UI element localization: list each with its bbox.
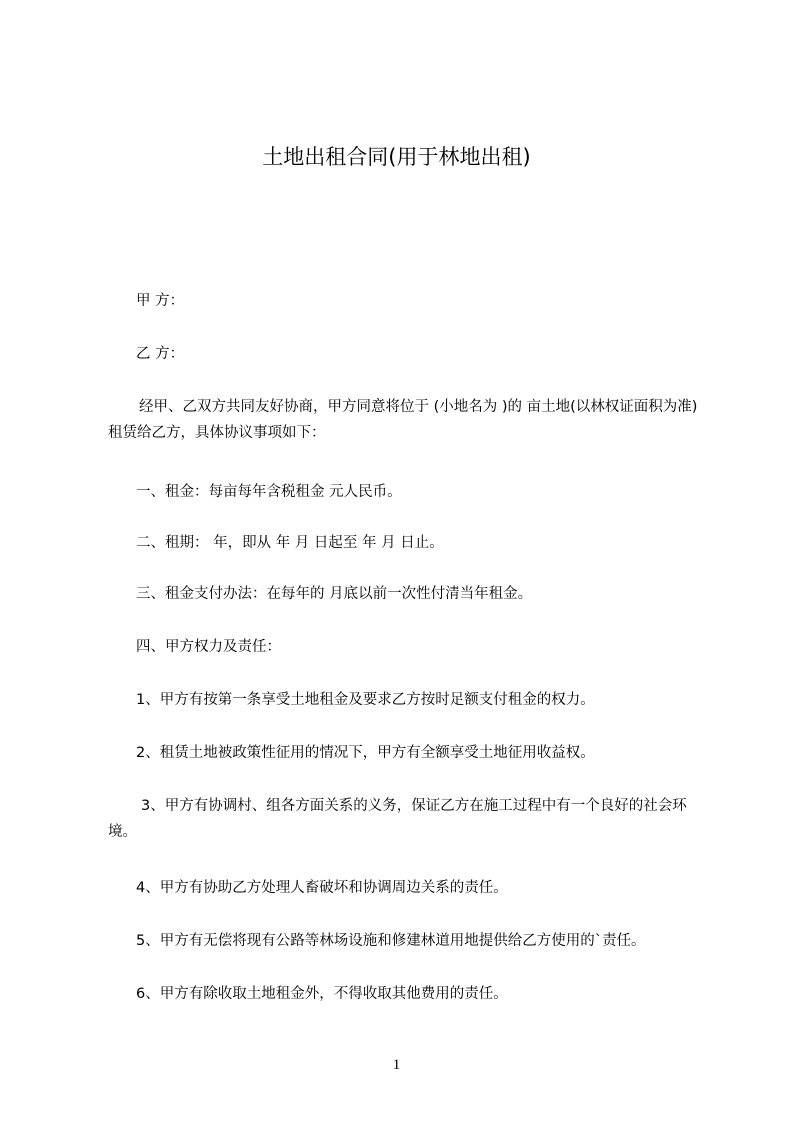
document-title: 土地出租合同(用于林地出租) <box>262 145 531 169</box>
clause-term: 二、租期： 年，即从 年 月 日起至 年 月 日止。 <box>136 535 444 551</box>
party-b-label: 乙 方： <box>136 346 185 362</box>
list-item: 3、甲方有协调村、组各方面关系的义务，保证乙方在施工过程中有一个良好的社会环境。 <box>108 798 687 840</box>
list-item: 1、甲方有按第一条享受土地租金及要求乙方按时足额支付租金的权力。 <box>136 692 595 708</box>
party-a-label: 甲 方： <box>136 293 185 309</box>
list-item: 5、甲方有无偿将现有公路等林场设施和修建林道用地提供给乙方使用的`责任。 <box>136 933 646 949</box>
list-item: 4、甲方有协助乙方处理人畜破坏和协调周边关系的责任。 <box>136 880 508 896</box>
list-item: 6、甲方有除收取土地租金外，不得收取其他费用的责任。 <box>136 986 508 1002</box>
clause-rent: 一、租金：每亩每年含税租金 元人民币。 <box>136 484 402 500</box>
page-number: 1 <box>392 1057 401 1073</box>
intro-paragraph: 经甲、乙双方共同友好协商，甲方同意将位于 (小地名为 )的 亩土地(以林权证面积为准)租赁给乙方，具体协议事项如下： <box>108 399 698 441</box>
clause-payment: 三、租金支付办法：在每年的 月底以前一次性付清当年租金。 <box>136 586 533 602</box>
list-item: 2、租赁土地被政策性征用的情况下，甲方有全额享受土地征用收益权。 <box>136 745 595 761</box>
clause-party-a-rights: 四、甲方权力及责任： <box>136 639 281 655</box>
